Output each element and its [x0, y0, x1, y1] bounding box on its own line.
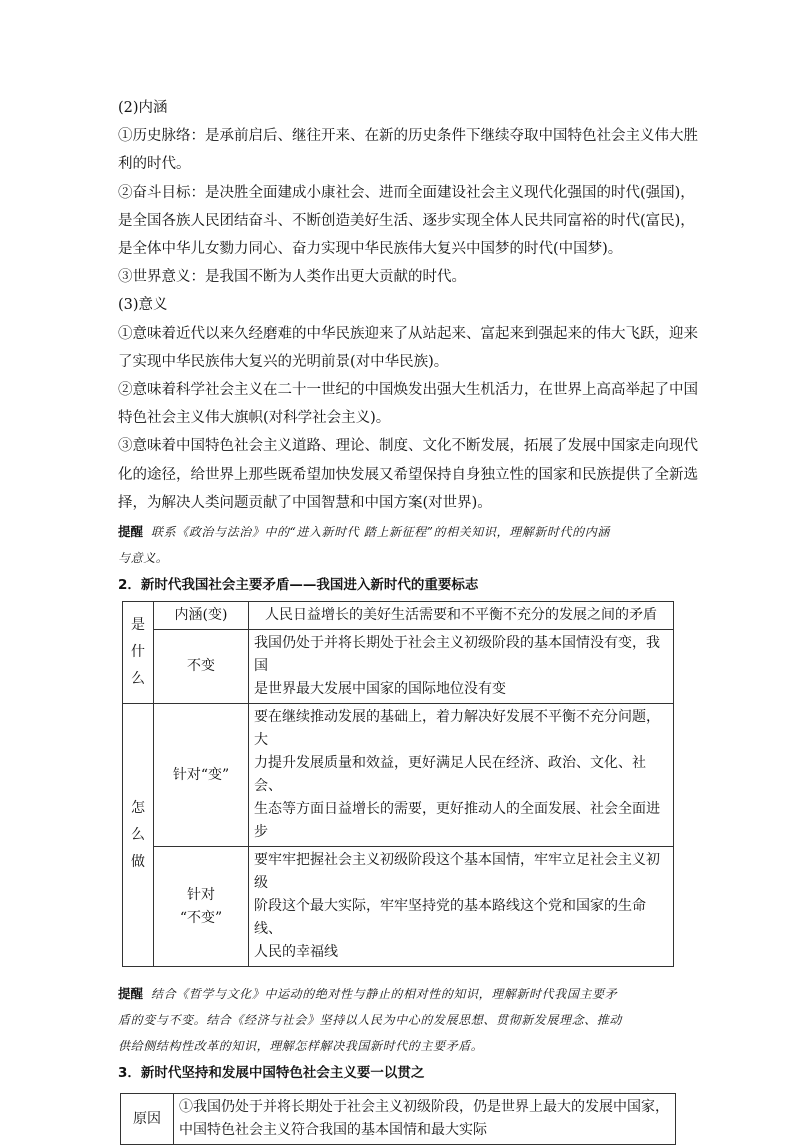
cell-for-unchanged-text: 要牢牢把握社会主义初级阶段这个基本国情，牢牢立足社会主义初级 阶段这个最大实际，牢牢坚持党的基本路线这个党和国家的生命线、 人民的幸福线	[249, 847, 674, 967]
tip-text: 结合《哲学与文化》中运动的绝对性与静止的相对性的知识，理解新时代我国主要矛	[151, 987, 618, 1002]
spacer	[118, 967, 678, 979]
paragraph-line: ②意味着科学社会主义在二十一世纪的中国焕发出强大生机活力，在世界上高高举起了中国	[118, 382, 698, 399]
paragraph-line: 择，为解决人类问题贡献了中国智慧和中国方案(对世界)。	[118, 494, 492, 511]
paragraph-line: 是全体中华儿女勠力同心、奋力实现中华民族伟大复兴中国梦的时代(中国梦)。	[118, 241, 623, 258]
tip-line: 供给侧结构性改革的知识，理解怎样解决我国新时代的主要矛盾。	[118, 1039, 484, 1054]
table-row	[121, 1094, 676, 1145]
tip-line: 盾的变与不变。结合《经济与社会》坚持以人民为中心的发展思想、贯彻新发展理念、推动	[118, 1013, 623, 1028]
paragraph-line: ②奋斗目标：是决胜全面建成小康社会、进而全面建设社会主义现代化强国的时代(强国)，	[118, 184, 695, 201]
tip-label: 提醒	[118, 524, 144, 540]
paragraph-line: ①意味着近代以来久经磨难的中华民族迎来了从站起来、富起来到强起来的伟大飞跃，迎来	[118, 325, 698, 342]
cell-changed-label: 内涵(变)	[154, 602, 249, 630]
tip-note-1	[118, 519, 678, 571]
table-row	[123, 630, 674, 704]
cell-for-changed-label: 针对“变”	[154, 704, 249, 847]
section-title-significance: (3)意义	[118, 297, 168, 314]
paragraph-line: 了实现中华民族伟大复兴的光明前景(对中华民族)。	[118, 353, 449, 370]
reason-table	[120, 1093, 676, 1145]
tip-note-2	[118, 981, 678, 1059]
tip-line: 与意义。	[118, 551, 169, 566]
paragraph-line: 利的时代。	[118, 156, 191, 173]
contradiction-table	[122, 601, 674, 967]
paragraph-line: 特色社会主义伟大旗帜(对科学社会主义)。	[118, 410, 391, 427]
row-label-how: 怎 么 做	[123, 704, 154, 967]
cell-reason-text: ①我国仍处于并将长期处于社会主义初级阶段，仍是世界上最大的发展中国家， 中国特色社会主义符合我国的基本国情和最大实际	[174, 1094, 676, 1145]
document-page	[118, 94, 698, 1145]
section-heading-2: 2．新时代我国社会主要矛盾——我国进入新时代的重要标志	[118, 577, 479, 594]
paragraph-line: ①历史脉络：是承前启后、继往开来、在新的历史条件下继续夺取中国特色社会主义伟大胜	[118, 128, 698, 145]
paragraph-line: 化的途径，给世界上那些既希望加快发展又希望保持自身独立性的国家和民族提供了全新选	[118, 466, 698, 483]
paragraph-line: ③意味着中国特色社会主义道路、理论、制度、文化不断发展，拓展了发展中国家走向现代	[118, 438, 698, 455]
cell-reason-label: 原因	[121, 1094, 174, 1145]
tip-label: 提醒	[118, 986, 144, 1002]
cell-changed-text: 人民日益增长的美好生活需要和不平衡不充分的发展之间的矛盾	[249, 602, 674, 630]
tip-line	[118, 981, 678, 1007]
row-label-what: 是 什 么	[123, 602, 154, 704]
section-title-connotation: (2)内涵	[118, 100, 168, 116]
table-row	[123, 602, 674, 630]
section-heading-3: 3．新时代坚持和发展中国特色社会主义要一以贯之	[118, 1065, 425, 1082]
cell-for-unchanged-label: 针对 “不变”	[154, 847, 249, 967]
table-row	[123, 704, 674, 847]
tip-text: 联系《政治与法治》中的“进入新时代 踏上新征程”的相关知识，理解新时代的内涵	[151, 525, 610, 540]
tip-line	[118, 519, 678, 545]
cell-unchanged-text: 我国仍处于并将长期处于社会主义初级阶段的基本国情没有变，我国 是世界最大发展中国家的国际地位没有变	[249, 630, 674, 704]
table-row	[123, 847, 674, 967]
paragraph-line: 是全国各族人民团结奋斗、不断创造美好生活、逐步实现全体人民共同富裕的时代(富民)，	[118, 212, 695, 229]
paragraph-line: ③世界意义：是我国不断为人类作出更大贡献的时代。	[118, 269, 466, 286]
cell-unchanged-label: 不变	[154, 630, 249, 704]
cell-for-changed-text: 要在继续推动发展的基础上，着力解决好发展不平衡不充分问题，大 力提升发展质量和效益，更好满足人民在经济、政治、文化、社会、 生态等方面日益增长的需要，更好推动人的全面发展、社会全面进步	[249, 704, 674, 847]
